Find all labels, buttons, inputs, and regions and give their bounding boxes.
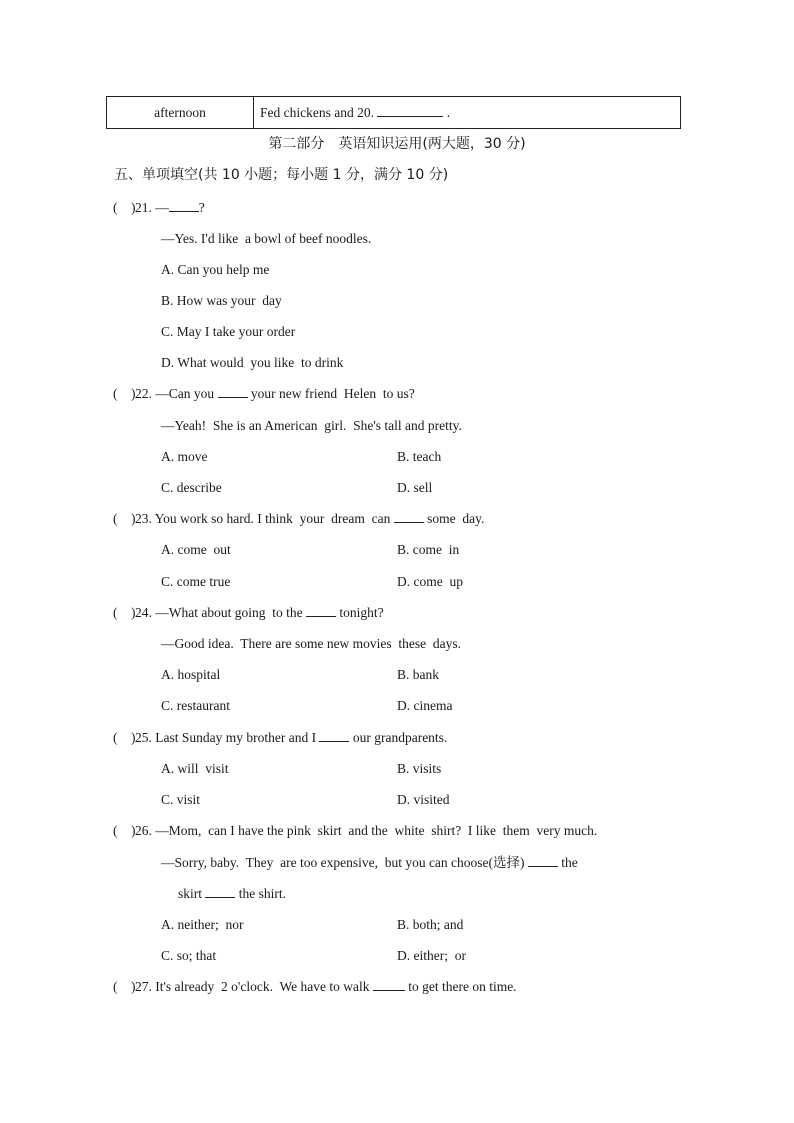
answer-paren-27[interactable]: ( ) — [113, 979, 136, 994]
blank-23 — [394, 510, 424, 523]
option-25-b: B. visits — [397, 761, 442, 776]
option-21-d: D. What would you like to drink — [161, 355, 344, 370]
answer-paren-25[interactable]: ( ) — [113, 730, 136, 745]
answer-paren-21[interactable]: ( ) — [113, 200, 136, 215]
option-22-b: B. teach — [397, 449, 442, 464]
question-stem-27: 27. It's already 2 o'clock. We have to walk to get there on time. — [135, 979, 517, 994]
blank-27 — [373, 978, 405, 991]
option-22-a: A. move — [161, 449, 208, 464]
option-26-c: C. so; that — [161, 948, 217, 963]
blank-24 — [306, 604, 336, 617]
answer-paren-24[interactable]: ( ) — [113, 605, 136, 620]
option-21-b: B. How was your day — [161, 293, 282, 308]
reply-26: —Sorry, baby. They are too expensive, but you can choose(选择) the — [161, 855, 578, 870]
option-25-a: A. will visit — [161, 761, 229, 776]
reply-26-continued: skirt the shirt. — [178, 886, 287, 901]
reply-24: —Good idea. There are some new movies these days. — [161, 636, 462, 651]
schedule-table — [106, 96, 681, 129]
activity-suffix: . — [446, 105, 451, 120]
blank-25 — [319, 729, 349, 742]
option-23-c: C. come true — [161, 574, 231, 589]
question-stem-22: 22. —Can you your new friend Helen to us? — [135, 386, 415, 401]
option-23-b: B. come in — [397, 542, 460, 557]
option-24-b: B. bank — [397, 667, 439, 682]
option-26-b: B. both; and — [397, 917, 464, 932]
activity-text: Fed chickens and 20. — [260, 105, 374, 120]
option-26-d: D. either; or — [397, 948, 466, 963]
answer-paren-22[interactable]: ( ) — [113, 386, 136, 401]
option-26-a: A. neither; nor — [161, 917, 244, 932]
table-cell-time: afternoon — [107, 97, 254, 129]
blank-22 — [218, 385, 248, 398]
option-23-a: A. come out — [161, 542, 231, 557]
blank-21 — [169, 199, 199, 212]
option-24-a: A. hospital — [161, 667, 221, 682]
answer-blank-20[interactable] — [377, 104, 443, 117]
question-stem-21: 21. — ? — [135, 200, 205, 215]
option-21-a: A. Can you help me — [161, 262, 270, 277]
section-title: 五、单项填空(共 10 小题；每小题 1 分，满分 10 分) — [114, 167, 449, 183]
blank-26-1 — [528, 854, 558, 867]
table-row — [107, 97, 681, 129]
answer-paren-26[interactable]: ( ) — [113, 823, 136, 838]
question-stem-25: 25. Last Sunday my brother and I our grandparents. — [135, 730, 448, 745]
table-cell-activity — [254, 97, 681, 129]
option-24-d: D. cinema — [397, 698, 453, 713]
option-25-d: D. visited — [397, 792, 450, 807]
reply-22: —Yeah! She is an American girl. She's tall and pretty. — [161, 418, 462, 433]
blank-26-2 — [205, 885, 235, 898]
option-24-c: C. restaurant — [161, 698, 230, 713]
reply-21: —Yes. I'd like a bowl of beef noodles. — [161, 231, 372, 246]
option-22-d: D. sell — [397, 480, 433, 495]
option-23-d: D. come up — [397, 574, 463, 589]
option-21-c: C. May I take your order — [161, 324, 296, 339]
question-stem-26: 26. —Mom, can I have the pink skirt and the white shirt? I like them very much. — [135, 823, 598, 838]
option-25-c: C. visit — [161, 792, 201, 807]
question-stem-24: 24. —What about going to the tonight? — [135, 605, 384, 620]
answer-paren-23[interactable]: ( ) — [113, 511, 136, 526]
option-22-c: C. describe — [161, 480, 222, 495]
part-title: 第二部分 英语知识运用(两大题，30 分) — [268, 136, 526, 152]
question-stem-23: 23. You work so hard. I think your dream can some day. — [135, 511, 485, 526]
